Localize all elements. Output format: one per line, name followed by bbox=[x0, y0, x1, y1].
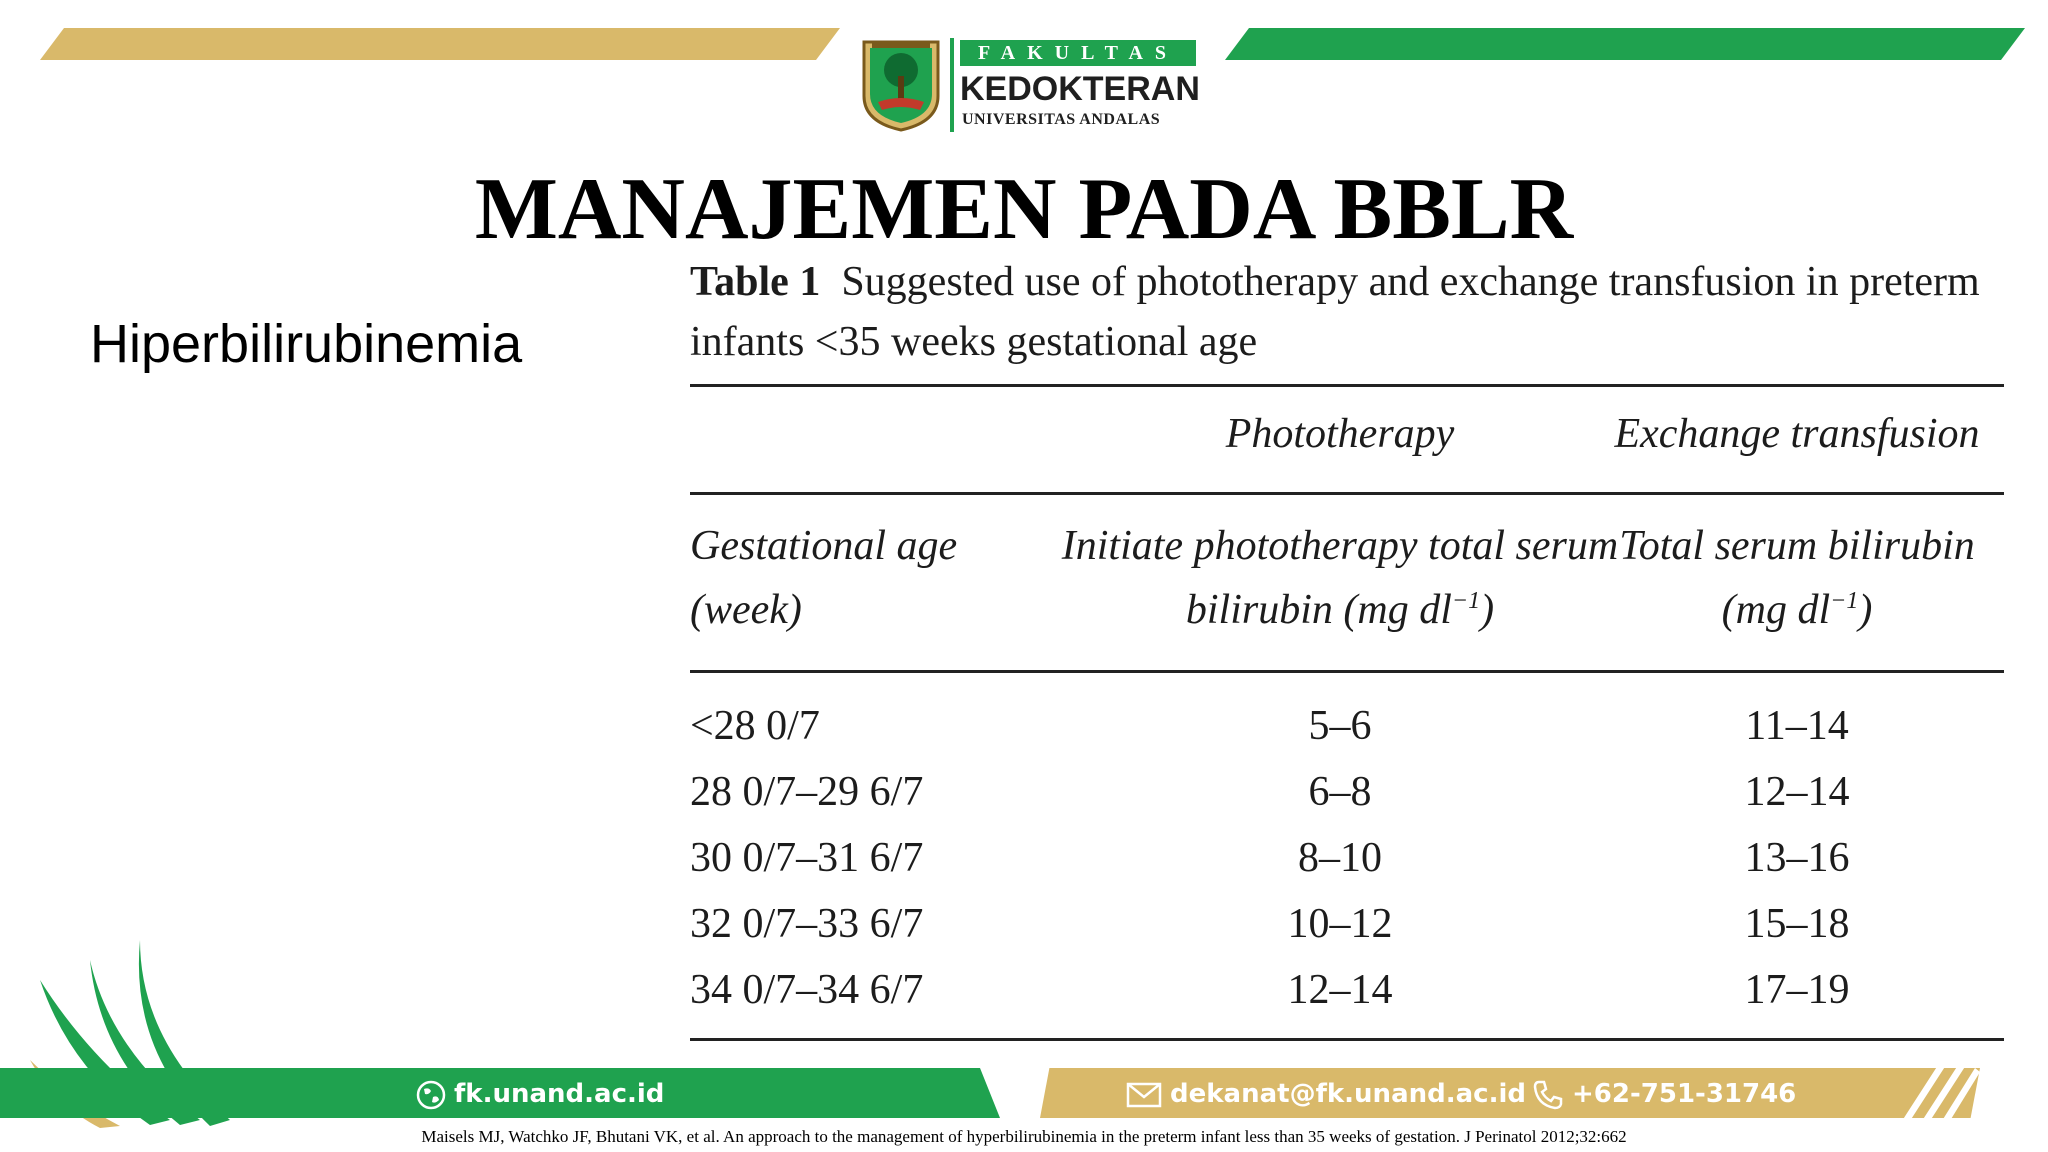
col-header-age-line2: (week) bbox=[690, 587, 802, 633]
row-age: 30 0/7–31 6/7 bbox=[690, 835, 924, 881]
globe-icon bbox=[416, 1080, 446, 1110]
row-phototherapy: 8–10 bbox=[1298, 835, 1382, 881]
row-exchange: 12–14 bbox=[1744, 769, 1850, 815]
table-header-rule bbox=[690, 670, 2004, 673]
row-age: 28 0/7–29 6/7 bbox=[690, 769, 924, 815]
row-age: 34 0/7–34 6/7 bbox=[690, 967, 924, 1013]
row-exchange: 17–19 bbox=[1744, 967, 1850, 1013]
top-right-green-bar bbox=[1225, 28, 2025, 60]
row-phototherapy: 5–6 bbox=[1308, 703, 1372, 749]
mail-icon bbox=[1126, 1082, 1162, 1108]
phone-icon bbox=[1532, 1079, 1564, 1111]
row-exchange: 13–16 bbox=[1744, 835, 1850, 881]
email-text: dekanat@fk.unand.ac.id bbox=[1170, 1079, 1526, 1109]
university-crest-icon bbox=[860, 36, 942, 132]
col-header-exchange-line2: (mg $dl^{-1}$) bbox=[1721, 587, 1873, 633]
group-header-exchange: Exchange transfusion bbox=[1614, 411, 1980, 457]
col-header-exchange-line1: Total serum bilirubin bbox=[1619, 523, 1975, 569]
table-group-rule bbox=[690, 492, 2004, 495]
row-age: <28 0/7 bbox=[690, 703, 820, 749]
row-phototherapy: 6–8 bbox=[1308, 769, 1372, 815]
row-phototherapy: 10–12 bbox=[1287, 901, 1393, 947]
phone-text: +62-751-31746 bbox=[1572, 1079, 1797, 1109]
table-caption-label: Table 1 bbox=[690, 259, 821, 305]
row-phototherapy: 12–14 bbox=[1287, 967, 1393, 1013]
logo-separator bbox=[950, 38, 954, 132]
slide-title: MANAJEMEN PADA BBLR bbox=[474, 161, 1574, 258]
phone-contact[interactable] bbox=[1532, 1072, 1796, 1116]
table-caption-text: Suggested use of phototherapy and exchange transfusion in preterm infants <35 weeks gestational age bbox=[690, 259, 1980, 365]
table-bottom-rule bbox=[690, 1038, 2004, 1041]
col-header-photo-line2: bilirubin (mg $dl^{-1}$) bbox=[1185, 587, 1495, 633]
logo-fakultas-text: FAKULTAS bbox=[960, 40, 1196, 66]
col-header-age-line1: Gestational age bbox=[690, 523, 958, 569]
website-contact[interactable] bbox=[416, 1072, 664, 1116]
slide-subtitle: Hiperbilirubinemia bbox=[90, 314, 523, 374]
website-text: fk.unand.ac.id bbox=[454, 1079, 665, 1109]
logo-university-text: UNIVERSITAS ANDALAS bbox=[962, 111, 1161, 128]
faculty-logo bbox=[860, 34, 1200, 134]
citation-reference: Maisels MJ, Watchko JF, Bhutani VK, et al. An approach to the management of hyperbilirubinemia in the preterm infant less than 35 weeks of gestation. J Perinatol 2012;32:662 bbox=[421, 1127, 1627, 1146]
group-header-phototherapy: Phototherapy bbox=[1225, 411, 1455, 457]
row-exchange: 15–18 bbox=[1744, 901, 1850, 947]
logo-kedokteran-text: KEDOKTERAN bbox=[960, 70, 1200, 108]
col-header-photo-line1: Initiate phototherapy total serum bbox=[1061, 523, 1619, 569]
top-left-tan-bar bbox=[40, 28, 840, 60]
table-top-rule bbox=[690, 384, 2004, 387]
email-contact[interactable] bbox=[1126, 1072, 1526, 1116]
stripe-decoration-icon bbox=[1870, 1062, 1980, 1124]
row-exchange: 11–14 bbox=[1745, 703, 1849, 749]
table-caption bbox=[690, 252, 2004, 372]
row-age: 32 0/7–33 6/7 bbox=[690, 901, 924, 947]
